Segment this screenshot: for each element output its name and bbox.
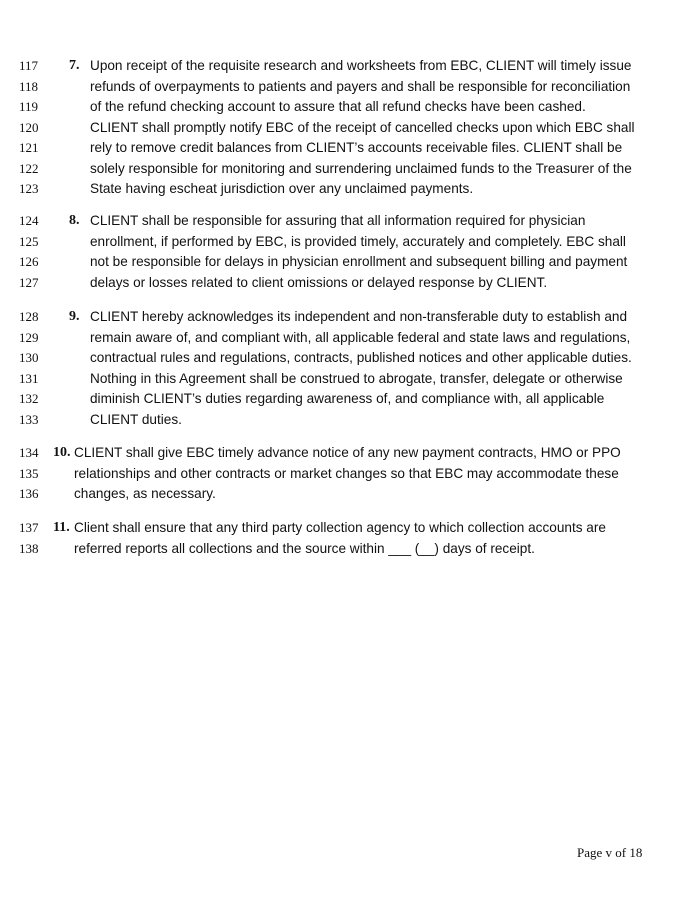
clause-text-line: State having escheat jurisdiction over any unclaimed payments. [90, 181, 474, 196]
clause-text-line: contractual rules and regulations, contracts, published notices and other applicable duties. [90, 350, 632, 365]
line-number: 127 [19, 274, 39, 290]
clause-text-line: referred reports all collections and the source within ___ (__) days of receipt. [74, 540, 535, 556]
line-number: 138 [19, 540, 39, 556]
clause-text-line: CLIENT duties. [90, 411, 182, 427]
item-number: 10. [53, 445, 71, 460]
clause-text-line: of the refund checking account to assure that all refund checks have been cashed. [90, 99, 586, 114]
line-number: 117 [19, 58, 39, 73]
item-number: 8. [69, 213, 80, 228]
page-footer: Page v of 18 [577, 845, 643, 860]
clause-text-line: Nothing in this Agreement shall be construed to abrogate, transfer, delegate or otherwise [90, 370, 623, 386]
line-number: 135 [19, 465, 39, 481]
line-number: 126 [19, 254, 39, 269]
line-number: 137 [19, 520, 39, 535]
line-number: 121 [19, 140, 39, 155]
line-number: 129 [19, 329, 39, 345]
clause-text-line: CLIENT hereby acknowledges its independent and non-transferable duty to establish and [90, 309, 628, 324]
item-number: 7. [69, 58, 80, 73]
clause-text-line: CLIENT shall promptly notify EBC of the receipt of cancelled checks upon which EBC shall [90, 119, 635, 135]
clause-text-line: delays or losses related to client omissions or delayed response by CLIENT. [90, 274, 548, 290]
line-number: 130 [19, 350, 39, 365]
line-number: 125 [19, 233, 39, 249]
line-number: 132 [19, 391, 39, 406]
line-number: 128 [19, 309, 39, 324]
line-number: 120 [19, 119, 39, 135]
line-number: 118 [19, 78, 39, 94]
clause-text-line: refunds of overpayments to patients and payers and shall be responsible for reconciliation [90, 78, 631, 94]
clause-text-line: not be responsible for delays in physician enrollment and subsequent billing and payment [90, 254, 628, 269]
line-number: 133 [19, 411, 39, 427]
clause-text-line: remain aware of, and compliant with, all applicable federal and state laws and regulations, [90, 329, 631, 345]
clause-text-line: changes, as necessary. [74, 486, 216, 501]
line-number: 119 [19, 99, 39, 114]
clause-text-line: solely responsible for monitoring and surrendering unclaimed funds to the Treasurer of the [90, 160, 632, 176]
line-number: 122 [19, 160, 39, 176]
line-number: 123 [19, 181, 39, 196]
item-number: 11. [53, 520, 70, 535]
clause-text-line: rely to remove credit balances from CLIENT’s accounts receivable files. CLIENT shall be [90, 140, 623, 155]
clause-text-line: diminish CLIENT’s duties regarding awareness of, and compliance with, all applicable [90, 391, 605, 406]
clause-text-line: relationships and other contracts or market changes so that EBC may accommodate these [74, 465, 619, 481]
clause-text-line: Client shall ensure that any third party collection agency to which collection accounts are [74, 520, 606, 535]
clause-text-line: Upon receipt of the requisite research and worksheets from EBC, CLIENT will timely issue [90, 58, 632, 73]
item-number: 9. [69, 309, 80, 324]
line-number: 124 [19, 213, 39, 228]
clause-text-line: CLIENT shall give EBC timely advance notice of any new payment contracts, HMO or PPO [74, 445, 621, 460]
clause-text-line: CLIENT shall be responsible for assuring that all information required for physician [90, 213, 586, 228]
line-number: 134 [19, 445, 39, 460]
line-number: 136 [19, 486, 39, 501]
clause-text-line: enrollment, if performed by EBC, is provided timely, accurately and completely. EBC shall [90, 233, 626, 249]
line-number: 131 [19, 370, 39, 386]
